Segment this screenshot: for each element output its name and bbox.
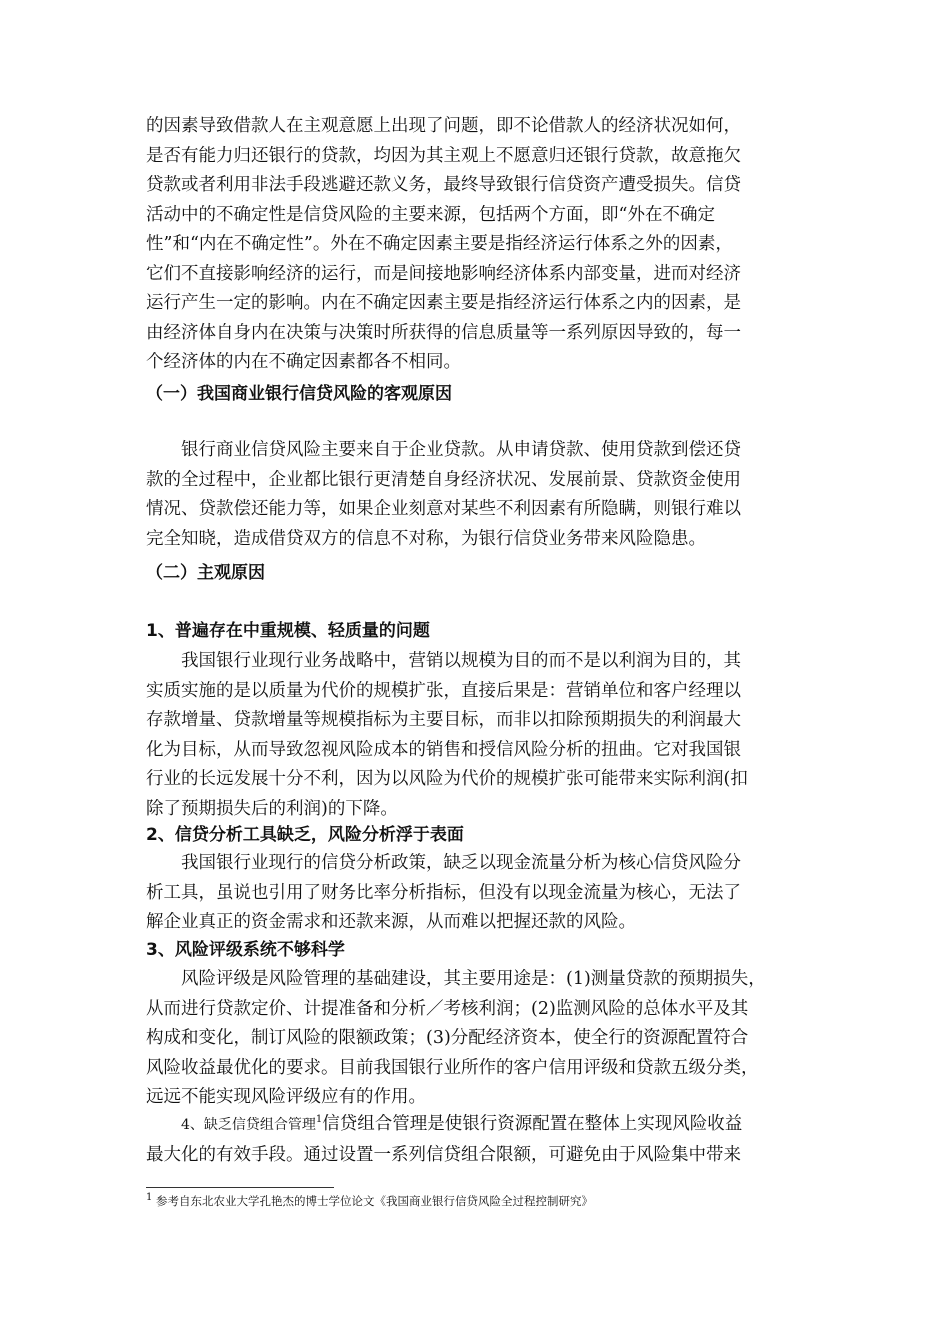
text-line: 是否有能力归还银行的贷款，均因为其主观上不愿意归还银行贷款，故意拖欠 <box>146 145 741 166</box>
subsection1-paragraph <box>146 647 818 824</box>
subsection-heading-1: 1、普遍存在中重规模、轻质量的问题 <box>146 621 430 641</box>
text-line: 风险收益最优化的要求。目前我国银行业所作的客户信用评级和贷款五级分类， <box>146 1057 759 1078</box>
text-line: 存款增量、贷款增量等规模指标为主要目标，而非以扣除预期损失的利润最大 <box>146 710 741 730</box>
text-line: 解企业真正的资金需求和还款来源，从而难以把握还款的风险。 <box>146 912 636 932</box>
subsection2-paragraph <box>146 849 818 938</box>
footnote-separator <box>146 1187 334 1188</box>
section1-paragraph <box>146 436 818 554</box>
text-line: 它们不直接影响经济的运行，而是间接地影响经济体系内部变量，进而对经济 <box>146 263 741 284</box>
text-line: 析工具，虽说也引用了财务比率分析指标，但没有以现金流量为核心，无法了 <box>146 882 741 903</box>
section-heading-subjective: （二）主观原因 <box>146 563 265 583</box>
text-line: 活动中的不确定性是信贷风险的主要来源，包括两个方面，即“外在不确定 <box>146 204 715 225</box>
text-run: 信贷组合管理是使银行资源配置在整体上实现风险收益 <box>322 1114 743 1134</box>
text-line: 款的全过程中，企业都比银行更清楚自身经济状况、发展前景、贷款资金使用 <box>146 469 741 490</box>
text-line: 性”和“内在不确定性”。外在不确定因素主要是指经济运行体系之外的因素， <box>146 234 733 254</box>
text-line: 贷款或者利用非法手段逃避还款义务，最终导致银行信贷资产遭受损失。信贷 <box>146 175 741 195</box>
text-line: 从而进行贷款定价、计提准备和分析／考核利润；(2)监测风险的总体水平及其 <box>146 998 749 1019</box>
footnote-mark: 1 <box>146 1192 153 1204</box>
text-line: 构成和变化，制订风险的限额政策；(3)分配经济资本，使全行的资源配置符合 <box>146 1028 749 1048</box>
text-line: 风险评级是风险管理的基础建设，其主要用途是：(1)测量贷款的预期损失， <box>181 969 766 989</box>
subsection-heading-4: 4、缺乏信贷组合管理 <box>181 1117 316 1133</box>
subsection4-paragraph <box>146 1110 818 1170</box>
text-line: 我国银行业现行的信贷分析政策，缺乏以现金流量分析为核心信贷风险分 <box>181 853 741 873</box>
text-line: 实质实施的是以质量为代价的规模扩张，直接后果是：营销单位和客户经理以 <box>146 680 741 701</box>
intro-paragraph <box>146 112 818 378</box>
text-line: 化为目标，从而导致忽视风险成本的销售和授信风险分析的扭曲。它对我国银 <box>146 739 741 760</box>
text-line: 个经济体的内在不确定因素都各不相同。 <box>146 352 461 372</box>
text-line: 我国银行业现行业务战略中，营销以规模为目的而不是以利润为目的，其 <box>181 651 741 671</box>
subsection-heading-2: 2、信贷分析工具缺乏，风险分析浮于表面 <box>146 825 464 845</box>
footnote <box>146 1193 593 1209</box>
subsection-heading-3: 3、风险评级系统不够科学 <box>146 940 345 960</box>
text-line: 情况、贷款偿还能力等，如果企业刻意对某些不利因素有所隐瞒，则银行难以 <box>146 499 741 519</box>
text-line <box>146 1110 818 1141</box>
footnote-text: 参考自东北农业大学孔艳杰的博士学位论文《我国商业银行信贷风险全过程控制研究》 <box>156 1194 594 1208</box>
section-heading-objective: （一）我国商业银行信贷风险的客观原因 <box>146 384 452 404</box>
text-line: 运行产生一定的影响。内在不确定因素主要是指经济运行体系之内的因素，是 <box>146 293 741 313</box>
text-line: 由经济体自身内在决策与决策时所获得的信息质量等一系列原因导致的，每一 <box>146 322 741 343</box>
text-line: 行业的长远发展十分不利，因为以风险为代价的规模扩张可能带来实际利润(扣 <box>146 769 748 789</box>
text-line: 完全知晓，造成借贷双方的信息不对称，为银行信贷业务带来风险隐患。 <box>146 528 706 549</box>
subsection3-paragraph <box>146 965 818 1113</box>
text-line: 除了预期损失后的利润)的下降。 <box>146 798 398 819</box>
text-line: 银行商业信贷风险主要来自于企业贷款。从申请贷款、使用贷款到偿还贷 <box>181 440 741 460</box>
footnote-reference[interactable]: 1 <box>315 1114 323 1126</box>
text-line: 最大化的有效手段。通过设置一系列信贷组合限额，可避免由于风险集中带来 <box>146 1144 741 1165</box>
text-line: 远远不能实现风险评级应有的作用。 <box>146 1087 426 1107</box>
text-line: 的因素导致借款人在主观意愿上出现了问题，即不论借款人的经济状况如何， <box>146 116 741 136</box>
